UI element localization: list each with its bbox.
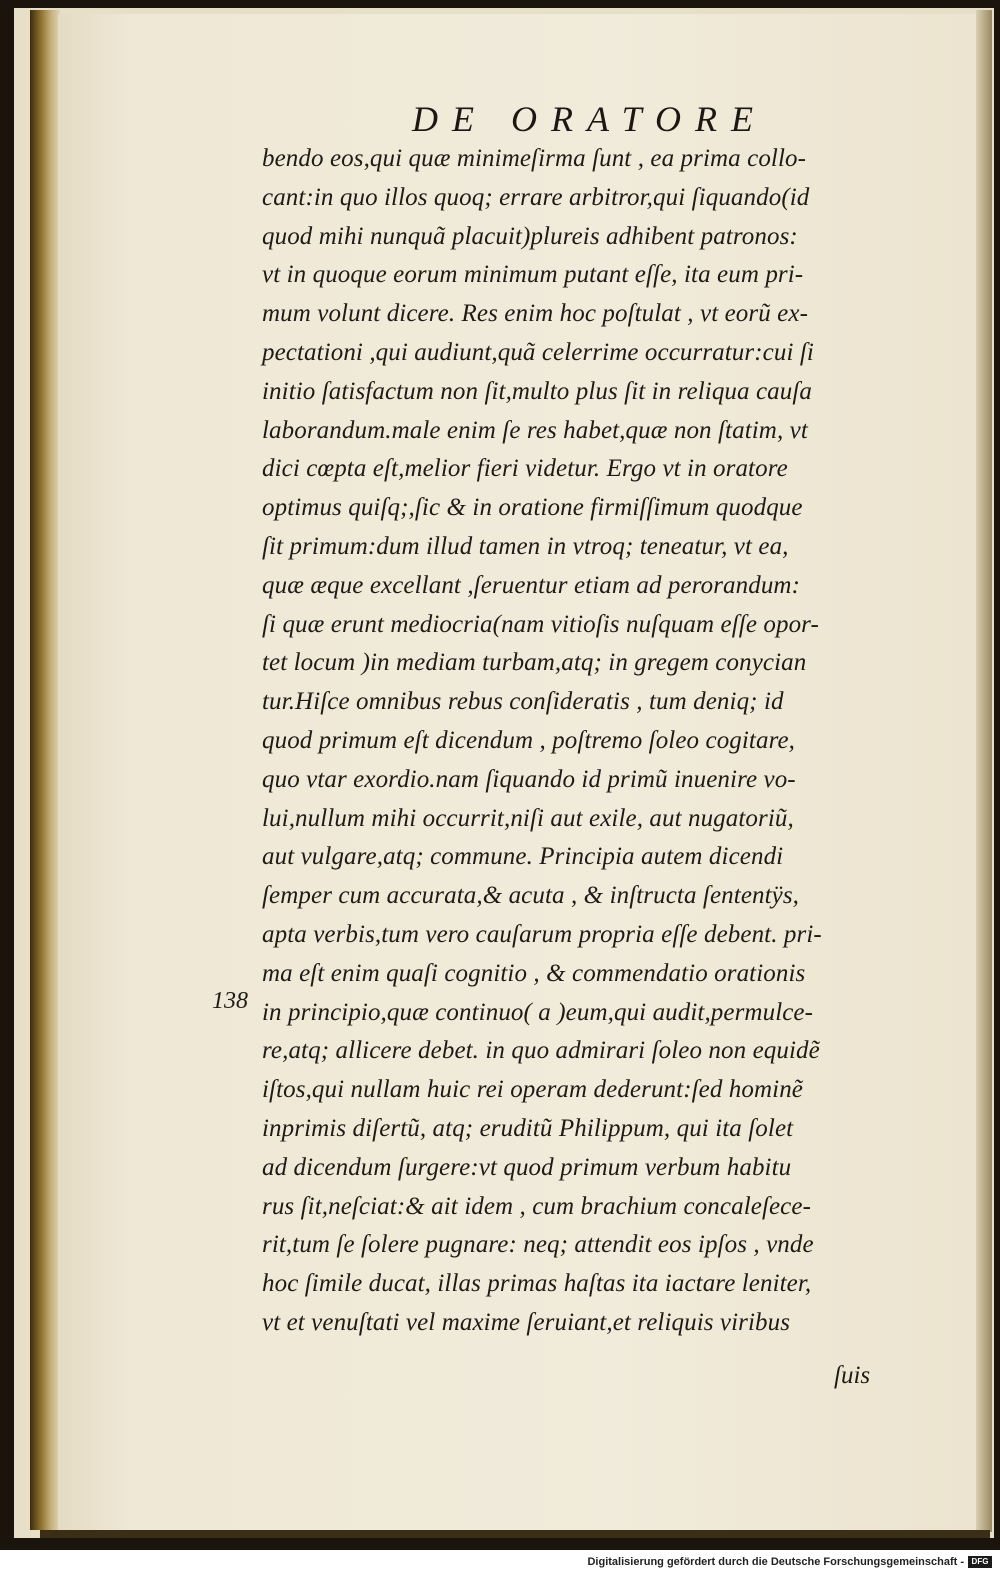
text-line: bendo eos,qui quæ minimeſirma ſunt , ea prima collo- <box>262 145 807 172</box>
text-line: vt et venuſtati vel maxime ſeruiant,et reliquis viribus <box>262 1308 791 1336</box>
text-line: quo vtar exordio.nam ſiquando id primũ inuenire vo- <box>262 765 796 793</box>
running-head: DE ORATORE <box>412 99 767 139</box>
dfg-logo-icon: DFG <box>968 1556 992 1568</box>
text-line: tet locum )in mediam turbam,atq; in gregem conycian <box>262 649 807 677</box>
body-text <box>262 140 942 1343</box>
text-line: rit,tum ſe ſolere pugnare: neq; attendit eos ipſos , vnde <box>262 1231 814 1259</box>
footer <box>587 1556 992 1568</box>
text-line: iſtos,qui nullam huic rei operam dederunt:ſed hominẽ <box>262 1076 804 1104</box>
text-line: inprimis diſertũ, atq; eruditũ Philippum, qui ita ſolet <box>262 1114 794 1142</box>
page-bottom-edge <box>40 1530 990 1538</box>
text-line: ſi quæ erunt mediocria(nam vitioſis nuſquam eſſe opor- <box>262 610 819 638</box>
text-line: rus ſit,neſciat:& ait idem , cum brachium concaleſece- <box>262 1192 812 1220</box>
text-line: ſit primum:dum illud tamen in vtroq; teneatur, vt ea, <box>262 532 789 560</box>
page-right-edge <box>976 10 992 1532</box>
text-line: pectationi ,qui audiunt,quã celerrime occurratur:cui ſi <box>262 338 814 366</box>
text-line: hoc ſimile ducat, illas primas haſtas ita iactare leniter, <box>262 1270 812 1298</box>
text-line: dici cœpta eſt,melior fieri videtur. Ergo vt in oratore <box>262 455 788 483</box>
text-line: ſemper cum accurata,& acuta , & inſtructa ſententÿs, <box>262 882 800 910</box>
text-line: cant:in quo illos quoq; errare arbitror,qui ſiquando(id <box>262 183 810 211</box>
text-line: vt in quoque eorum minimum putant eſſe, ita eum pri- <box>262 261 804 289</box>
page-gutter-edge <box>30 10 60 1530</box>
text-line: apta verbis,tum vero cauſarum propria eſſe debent. pri- <box>262 920 822 948</box>
marginal-number: 138 <box>212 988 248 1014</box>
catchword: ſuis <box>834 1362 871 1389</box>
text-line: lui,nullum mihi occurrit,niſi aut exile, aut nugatoriũ, <box>262 804 794 832</box>
text-line: tur.Hiſce omnibus rebus conſideratis , tum deniq; id <box>262 688 784 716</box>
footer-credit: Digitalisierung gefördert durch die Deutsche Forschungsgemeinschaft - <box>587 1556 964 1568</box>
text-line: mum volunt dicere. Res enim hoc poſtulat , vt eorũ ex- <box>262 300 808 328</box>
text-line: quod mihi nunquã placuit)plureis adhibent patronos: <box>262 222 798 250</box>
text-line: quæ æque excellant ,ſeruentur etiam ad perorandum: <box>262 571 801 599</box>
text-line: re,atq; allicere debet. in quo admirari ſoleo non equidẽ <box>262 1037 820 1065</box>
text-line: optimus quiſq;,ſic & in oratione firmiſſimum quodque <box>262 494 803 522</box>
text-line: aut vulgare,atq; commune. Principia autem dicendi <box>262 843 784 871</box>
text-line: initio ſatisfactum non ſit,multo plus ſit in reliqua cauſa <box>262 377 813 405</box>
text-line: in principio,quæ continuo( a )eum,qui audit,permulce- <box>262 998 814 1026</box>
text-line: ad dicendum ſurgere:vt quod primum verbum habitu <box>262 1153 792 1181</box>
text-line: laborandum.male enim ſe res habet,quæ non ſtatim, vt <box>262 416 808 444</box>
text-line: ma eſt enim quaſi cognitio , & commendatio orationis <box>262 959 806 987</box>
text-line: quod primum eſt dicendum , poſtremo ſoleo cogitare, <box>262 726 796 754</box>
